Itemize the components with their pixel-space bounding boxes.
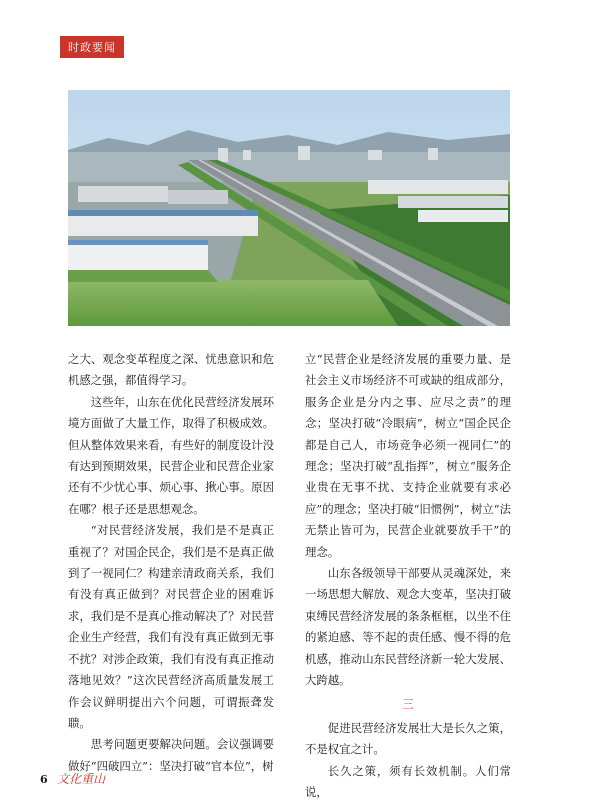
body-paragraph: 立“民营企业是经济发展的重要力量、是社会主义市场经济不可或缺的组成部分，服务企业是分内之事、应尽之责”的理念；坚决打破“冷眼病”，树立“国企民企都是自己人，市场竞争必须一视同仁”的理念；坚决打破“乱指挥”，树立“服务企业贵在无事不扰、支持企业就要有求必应”的理念；坚决打破“旧惯例”，树立“法无禁止皆可为，民营企业就要放手干”的理念。: [305, 352, 511, 559]
body-paragraph: 这些年，山东在优化民营经济发展环境方面做了大量工作，取得了积极成效。但从整体效果来看，有些好的制度设计没有达到预期效果，民营企业和民营企业家还有不少忧心事、烦心事、揪心事。原因在哪？根子还是思想观念。: [68, 394, 274, 516]
body-paragraph: 之大、观念变革程度之深、忧患意识和危机感之强，都值得学习。: [68, 352, 274, 388]
page-footer: [40, 770, 105, 787]
magazine-brand-logo: 文化重山: [57, 772, 106, 786]
body-paragraph: 山东各级领导干部要从灵魂深处，来一场思想大解放、观念大变革，坚决打破束缚民营经济发展的条条框框，以坐不住的紧迫感、等不起的责任感、慢不得的危机感，推动山东民营经济新一轮大发展、大跨越。: [305, 566, 511, 688]
right-text-column: [305, 349, 511, 804]
section-tag: 时政要闻: [60, 36, 124, 58]
aerial-photo-illustration: [68, 90, 510, 326]
section-number-heading: 三: [402, 696, 414, 711]
aerial-photo-industrial-park: [68, 90, 510, 326]
left-text-column: [68, 349, 274, 777]
body-paragraph: 促进民营经济发展壮大是长久之策，不是权宜之计。: [305, 720, 511, 757]
page-number: 6: [40, 773, 48, 786]
body-paragraph: 长久之策，须有长效机制。人们常说，: [305, 763, 511, 800]
body-paragraph: 思考问题更要解决问题。会议强调要做好“四破四立”：坚决打破“官本位”，树: [68, 737, 274, 773]
body-paragraph: “对民营经济发展，我们是不是真正重视了？对国企民企，我们是不是真正做到了一视同仁？构建亲清政商关系，我们有没有真正做到？对民营企业的困难诉求，我们是不是真心推动解决了？对民营企业生产经营，我们有没有真正做到无事不扰？对涉企政策，我们有没有真正推动落地见效？”这次民营经济高质量发展工作会议鲜明提出六个问题，可谓振聋发聩。: [68, 523, 274, 730]
